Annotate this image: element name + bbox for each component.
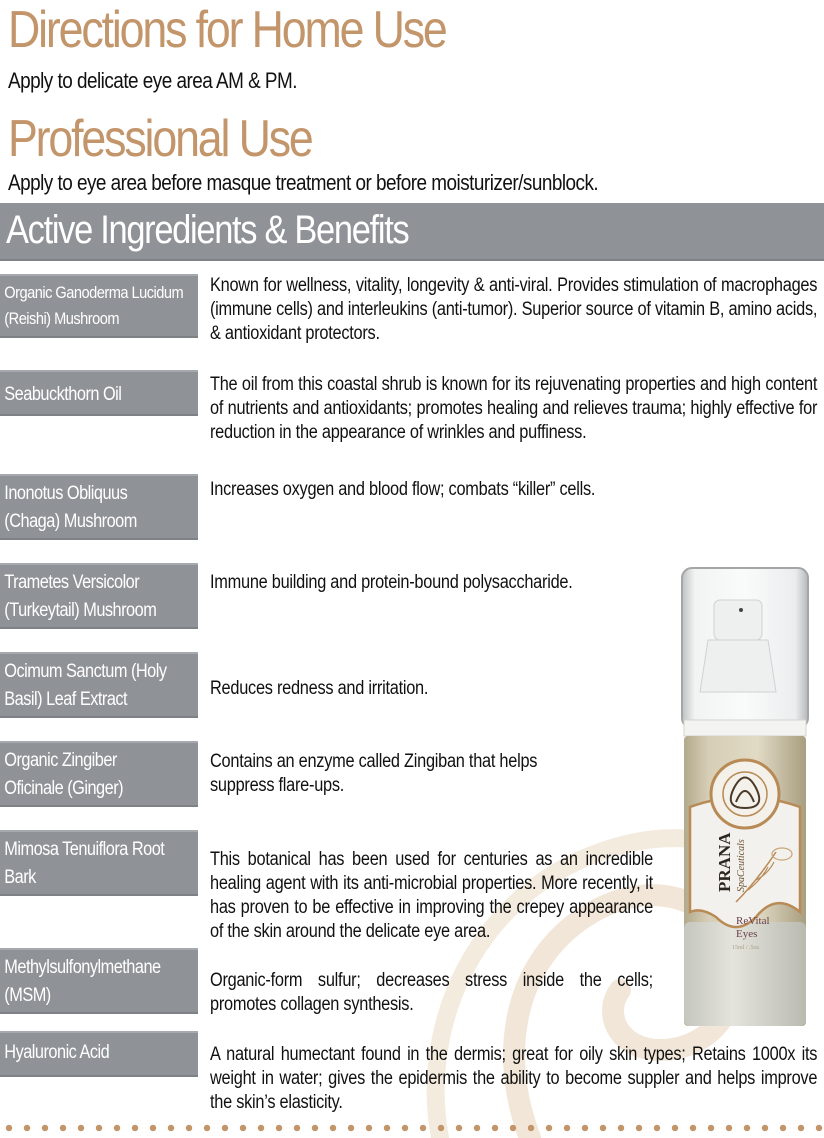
ingredient-name: Organic Zingiber Oficinale (Ginger): [4, 750, 124, 799]
ingredients-section-header: [0, 203, 824, 261]
ingredient-description-text: This botanical has been used for centuries as an incredible healing agent with its anti-microbial properties. More recently, it has proven to be effective in improving the crepey appearance of the skin around the delicate eye area.: [210, 849, 653, 942]
ingredient-name-box: [0, 652, 198, 718]
ingredient-name: Trametes Versicolor (Turkeytail) Mushroom: [4, 572, 157, 621]
ingredient-name: Hyaluronic Acid: [4, 1042, 110, 1063]
professional-use-text: Apply to eye area before masque treatment or before moisturizer/sunblock.: [8, 170, 599, 195]
ingredient-name-box: [0, 370, 198, 416]
ingredient-description-text: Contains an enzyme called Zingiban that helps suppress flare-ups.: [210, 751, 538, 796]
ingredient-description: [210, 750, 610, 798]
ingredient-description: [210, 677, 730, 701]
ingredient-description: [210, 969, 653, 1017]
ingredient-name: Ocimum Sanctum (Holy Basil) Leaf Extract: [4, 661, 167, 710]
home-use-heading: Directions for Home Use: [8, 1, 446, 59]
ingredient-description: [210, 478, 824, 502]
ingredient-name-box: [0, 1031, 198, 1077]
ingredient-name-box: [0, 948, 198, 1014]
ingredient-name: Organic Ganoderma Lucidum (Reishi) Mushroom: [4, 283, 184, 328]
footer-dotted-divider: [0, 1124, 824, 1132]
home-use-text: Apply to delicate eye area AM & PM.: [8, 68, 298, 93]
ingredient-description-text: The oil from this coastal shrub is known for its rejuvenating properties and high content of nutrients and antioxidants; promotes healing and relieves trauma; highly effective for reduction in the appearance of wrinkles and puffiness.: [210, 374, 818, 443]
ingredient-description-text: Known for wellness, vitality, longevity & anti-viral. Provides stimulation of macrophages (immune cells) and interleukins (anti-tumor). Superior source of vitamin B, amino acids, & antioxidant protectors.: [210, 275, 818, 344]
ingredient-description-text: Reduces redness and irritation.: [210, 678, 429, 699]
ingredient-name: Methylsulfonylmethane (MSM): [4, 957, 161, 1006]
product-name-text: ReVital: [736, 915, 770, 927]
product-brand-text: PRANA: [715, 832, 734, 892]
svg-text:SpaCeuticals: SpaCeuticals: [736, 839, 747, 892]
ingredient-description-text: A natural humectant found in the dermis; great for oily skin types; Retains 1000x its weight in water; gives the epidermis the ability to become suppler and helps improve the skin’s elasticity.: [210, 1044, 818, 1113]
ingredient-description-text: Immune building and protein-bound polysaccharide.: [210, 572, 573, 593]
ingredient-name-box: [0, 830, 198, 896]
svg-text:15ml / .5oz.: 15ml / .5oz.: [732, 945, 761, 951]
ingredients-section-title: Active Ingredients & Benefits: [6, 208, 409, 252]
svg-text:Eyes: Eyes: [736, 928, 758, 940]
ingredient-name-box: [0, 563, 198, 629]
ingredient-description: [210, 373, 824, 445]
ingredient-description: [210, 274, 824, 346]
product-bottle-image: [676, 562, 814, 1034]
ingredient-description-text: Organic-form sulfur; decreases stress inside the cells; promotes collagen synthesis.: [210, 970, 653, 1015]
ingredient-name: Inonotus Obliquus (Chaga) Mushroom: [4, 483, 137, 532]
ingredient-description: [210, 571, 730, 595]
ingredient-name: Mimosa Tenuiflora Root Bark: [4, 839, 165, 888]
ingredient-description-text: Increases oxygen and blood flow; combats “killer” cells.: [210, 479, 596, 500]
professional-use-heading: Professional Use: [8, 110, 312, 168]
ingredient-name-box: [0, 274, 198, 338]
ingredient-name-box: [0, 741, 198, 807]
ingredient-description: [210, 1043, 824, 1115]
ingredient-name: Seabuckthorn Oil: [4, 384, 122, 405]
ingredient-description: [210, 848, 653, 944]
ingredient-name-box: [0, 474, 198, 540]
